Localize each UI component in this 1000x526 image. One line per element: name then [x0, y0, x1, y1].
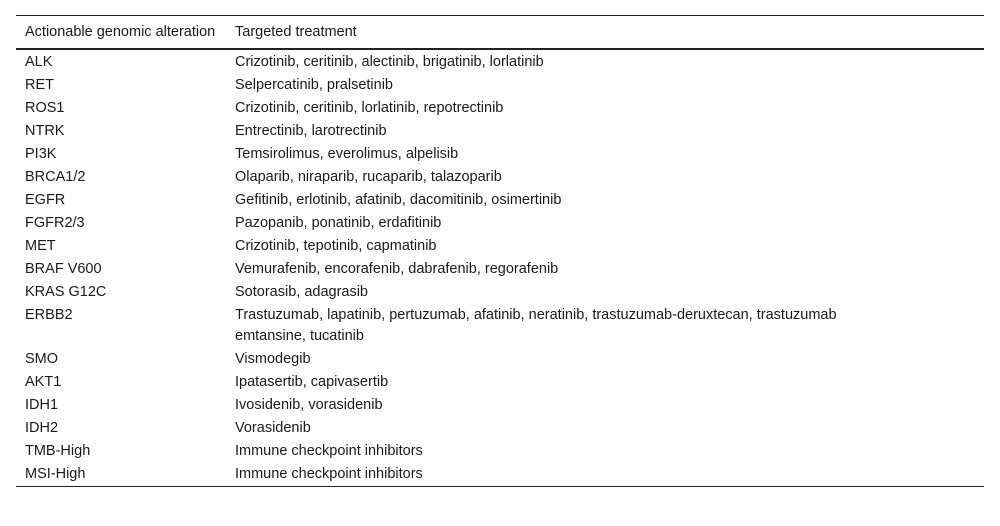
table-row [16, 394, 984, 417]
table-row [16, 417, 984, 440]
treatment-cell: Pazopanib, ponatinib, erdafitinib [235, 215, 442, 231]
table-row [16, 463, 984, 487]
alteration-cell: ROS1 [25, 100, 65, 116]
alteration-cell: KRAS G12C [25, 284, 107, 300]
alteration-cell: IDH1 [25, 397, 59, 413]
treatment-cell: Crizotinib, ceritinib, alectinib, brigatinib, lorlatinib [235, 54, 544, 70]
alteration-cell: EGFR [25, 192, 66, 208]
table-row [16, 97, 984, 120]
treatment-cell: Vemurafenib, encorafenib, dabrafenib, regorafenib [235, 261, 559, 277]
table-row [16, 440, 984, 463]
header-alteration: Actionable genomic alteration [25, 24, 216, 40]
alteration-cell: RET [25, 77, 54, 93]
alteration-cell: TMB-High [25, 443, 91, 459]
table-body [16, 49, 984, 487]
treatment-cell: Sotorasib, adagrasib [235, 284, 368, 300]
table-row [16, 49, 984, 74]
treatment-cell: Gefitinib, erlotinib, afatinib, dacomitinib, osimertinib [235, 192, 562, 208]
table-row [16, 143, 984, 166]
table-row [16, 166, 984, 189]
table-row [16, 258, 984, 281]
treatment-cell: Entrectinib, larotrectinib [235, 123, 387, 139]
treatment-cell: Ipatasertib, capivasertib [235, 374, 389, 390]
header-row [16, 16, 984, 50]
targeted-therapy-table [16, 15, 984, 487]
treatment-cell: Olaparib, niraparib, rucaparib, talazoparib [235, 169, 502, 185]
table-row [16, 120, 984, 143]
alteration-cell: BRCA1/2 [25, 169, 86, 185]
table-row [16, 74, 984, 97]
treatment-cell: Vorasidenib [235, 420, 311, 436]
alteration-cell: MET [25, 238, 56, 254]
alteration-cell: MSI-High [25, 466, 86, 482]
alteration-cell: SMO [25, 351, 59, 367]
treatment-cell: Temsirolimus, everolimus, alpelisib [235, 146, 459, 162]
alteration-cell: AKT1 [25, 374, 62, 390]
table-header [16, 16, 984, 50]
table-row [16, 348, 984, 371]
alteration-cell: BRAF V600 [25, 261, 102, 277]
alteration-cell: FGFR2/3 [25, 215, 85, 231]
table-row [16, 212, 984, 235]
table-row [16, 371, 984, 394]
header-treatment: Targeted treatment [235, 24, 357, 40]
alteration-cell: ALK [25, 54, 53, 70]
treatment-cell: Ivosidenib, vorasidenib [235, 397, 383, 413]
table-row [16, 281, 984, 304]
treatment-cell: Immune checkpoint inhibitors [235, 466, 423, 482]
treatment-cell: Immune checkpoint inhibitors [235, 443, 423, 459]
table-row [16, 189, 984, 212]
treatment-cell: Crizotinib, tepotinib, capmatinib [235, 238, 437, 254]
treatment-cell: Crizotinib, ceritinib, lorlatinib, repotrectinib [235, 100, 504, 116]
targeted-therapy-table-container [16, 15, 984, 487]
treatment-cell: Vismodegib [235, 351, 311, 367]
alteration-cell: NTRK [25, 123, 65, 139]
alteration-cell: PI3K [25, 146, 57, 162]
table-row [16, 235, 984, 258]
alteration-cell: ERBB2 [25, 307, 73, 323]
alteration-cell: IDH2 [25, 420, 59, 436]
table-row [16, 304, 984, 348]
treatment-cell: Trastuzumab, lapatinib, pertuzumab, afatinib, neratinib, trastuzumab-deruxtecan, trastuzumab emtansine, tucatinib [235, 307, 837, 344]
treatment-cell: Selpercatinib, pralsetinib [235, 77, 393, 93]
